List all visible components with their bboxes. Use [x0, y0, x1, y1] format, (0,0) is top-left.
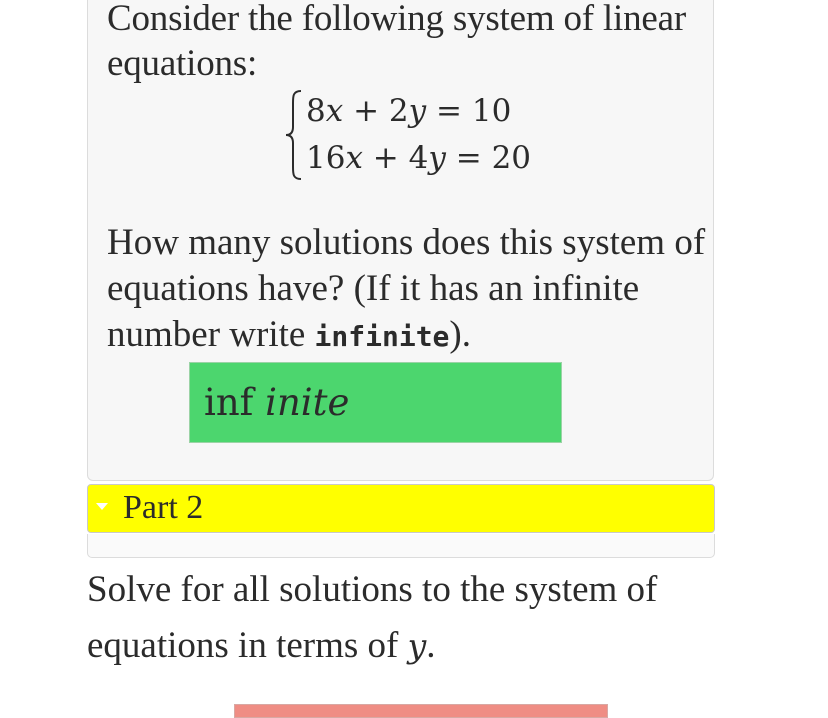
part1-question — [107, 220, 707, 360]
answer-value-upright: inf — [204, 381, 254, 424]
part2-prompt — [87, 562, 727, 674]
eq2-rhs: = 20 — [455, 140, 532, 176]
eq1-var-x: x — [325, 93, 344, 129]
part1-answer-box[interactable] — [189, 362, 562, 443]
part2-prompt-text: Solve for all solutions to the system of equations in terms of — [87, 569, 658, 666]
question-code: infinite — [314, 320, 450, 353]
part1-prompt: Consider the following system of linear equations: — [107, 0, 686, 84]
equation-1 — [306, 93, 511, 129]
eq1-rhs: = 10 — [436, 93, 512, 129]
part2-header[interactable] — [87, 484, 715, 533]
eq2-coef-x: 16 — [306, 140, 346, 176]
question-end: ). — [449, 314, 471, 355]
eq2-var-x: x — [345, 140, 363, 176]
eq2-coef-y: + 4 — [372, 140, 429, 176]
question-text: How many solutions does this system of equations have? (If it has an infinite number write — [107, 222, 706, 355]
eq1-var-y: y — [408, 93, 427, 129]
eq1-coef-y: + 2 — [353, 93, 409, 129]
answer-value-italic: inite — [265, 381, 350, 424]
part2-prompt-var: y — [407, 626, 427, 665]
part2-prompt-end: . — [426, 625, 436, 666]
chevron-down-icon[interactable] — [96, 503, 108, 510]
part1-answer-value — [204, 383, 349, 423]
eq2-var-y: y — [428, 140, 446, 176]
part2-body — [87, 534, 715, 558]
left-brace-icon — [284, 89, 304, 181]
eq1-coef-x: 8 — [306, 93, 326, 129]
part2-label: Part 2 — [123, 489, 204, 526]
equation-2 — [306, 140, 531, 176]
